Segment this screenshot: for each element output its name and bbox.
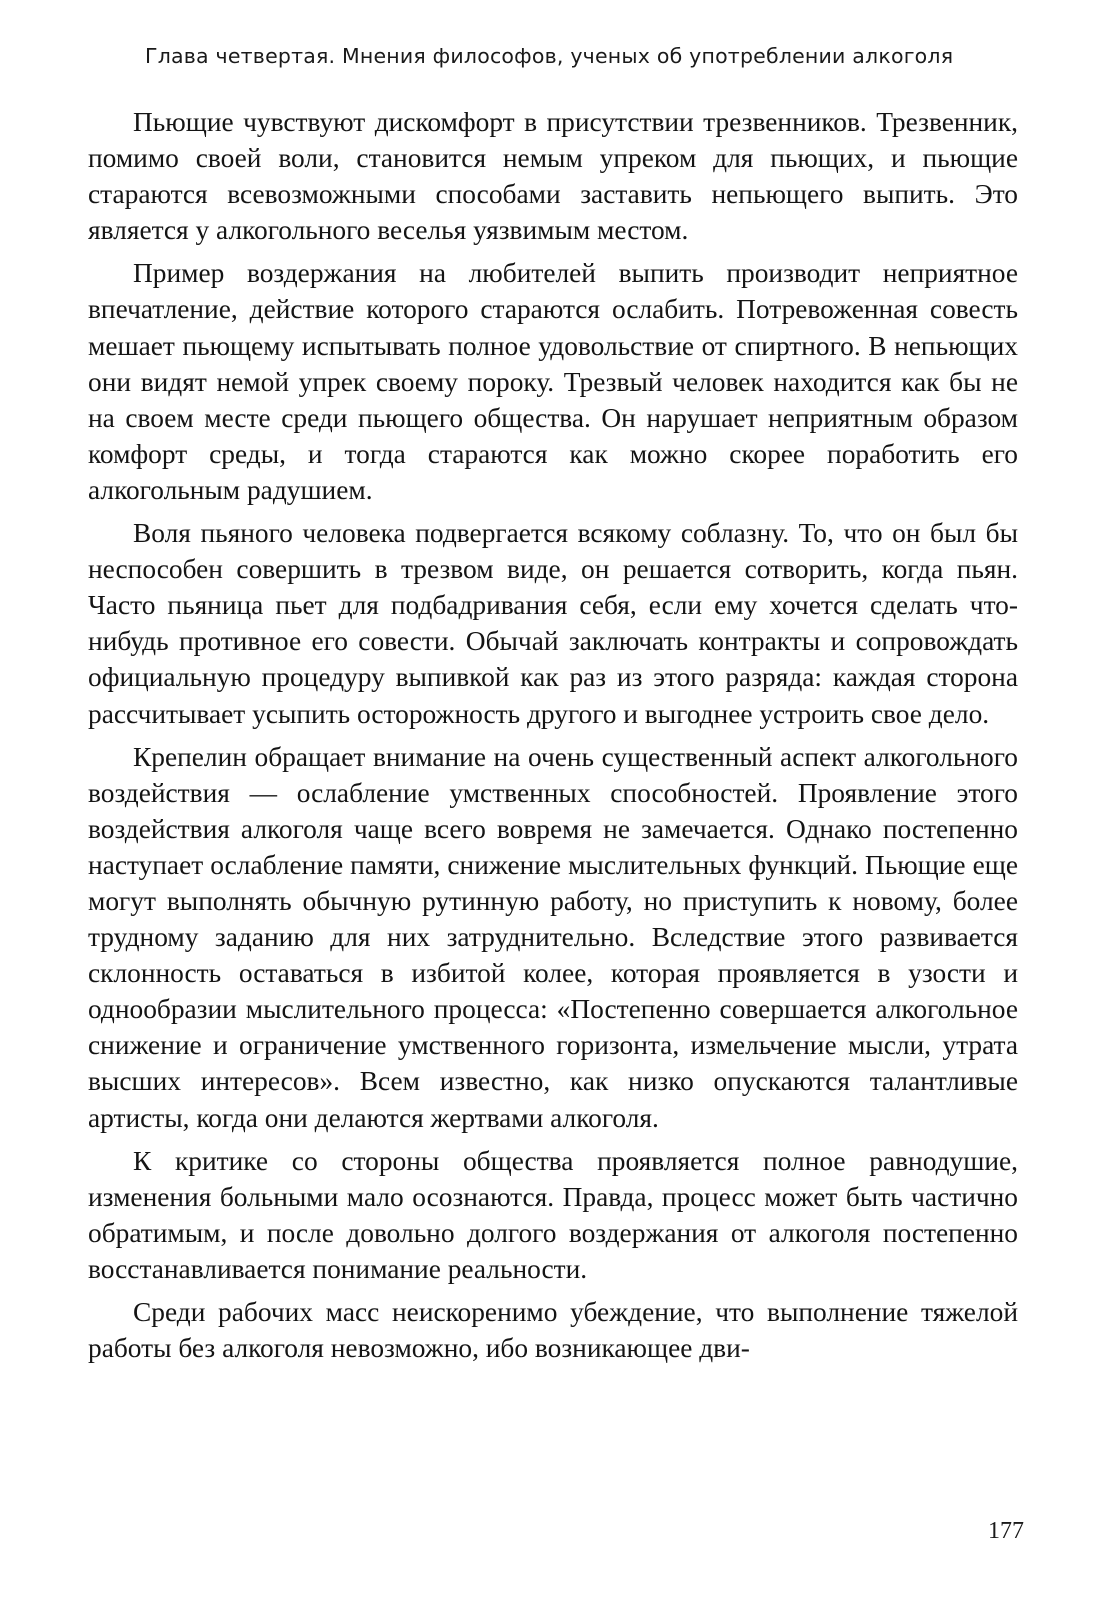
paragraph-4: Крепелин обращает внимание на очень существенный аспект алкогольного воздействия — ослабление умственных способностей. Проявление этого воздействия алкоголя чаще всего вовремя не замечается. Однако постепенно наступает ослабление памяти, снижение мыслительных функций. Пьющие еще могут выполнять обычную рутинную работу, но приступить к новому, более трудному заданию для них затруднительно. Вследствие этого развивается склонность оставаться в избитой колее, которая проявляется в узости и однообразии мыслительного процесса: «Постепенно совершается алкогольное снижение и ограничение умственного горизонта, измельчение мысли, утрата высших интересов». Всем известно, как низко опускаются талантливые артисты, когда они делаются жертвами алкоголя. [88,741,1018,1133]
main-text [88,104,1018,1366]
paragraph-3: Воля пьяного человека подвергается всякому соблазну. То, что он был бы неспособен совершить в трезвом виде, он решается сотворить, когда пьян. Часто пьяница пьет для подбадривания себя, если ему хочется сделать что-нибудь противное его совести. Обычай заключать контракты и сопровождать официальную процедуру выпивкой как раз из этого разряда: каждая сторона рассчитывает усыпить осторожность другого и выгоднее устроить свое дело. [88,518,1018,729]
paragraph-2: Пример воздержания на любителей выпить производит неприятное впечатление, действие которого стараются ослабить. Потревоженная совесть мешает пьющему испытывать полное удовольствие от спиртного. В непьющих они видят немой упрек своему пороку. Трезвый человек находится как бы не на своем месте среди пьющего общества. Он нарушает неприятным образом комфорт среды, и тогда стараются как можно скорее поработить его алкогольным радушием. [88,258,1018,505]
running-header: Глава четвертая. Мнения философов, ученых об употреблении алкоголя [145,44,954,68]
paragraph-5: К критике со стороны общества проявляется полное равнодушие, изменения больными мало осознаются. Правда, процесс может быть частично обратимым, и после довольно долгого воздержания от алкоголя постепенно восстанавливается понимание реальности. [88,1145,1018,1284]
paragraph-6: Среди рабочих масс неискоренимо убеждение, что выполнение тяжелой работы без алкоголя невозможно, ибо возникающее дви- [88,1297,1018,1364]
paragraph-1: Пьющие чувствуют дискомфорт в присутствии трезвенников. Трезвенник, помимо своей воли, становится немым упреком для пьющих, и пьющие стараются всевозможными способами заставить непьющего выпить. Это является у алкогольного веселья уязвимым местом. [88,107,1018,246]
page-number: 177 [988,1518,1024,1544]
